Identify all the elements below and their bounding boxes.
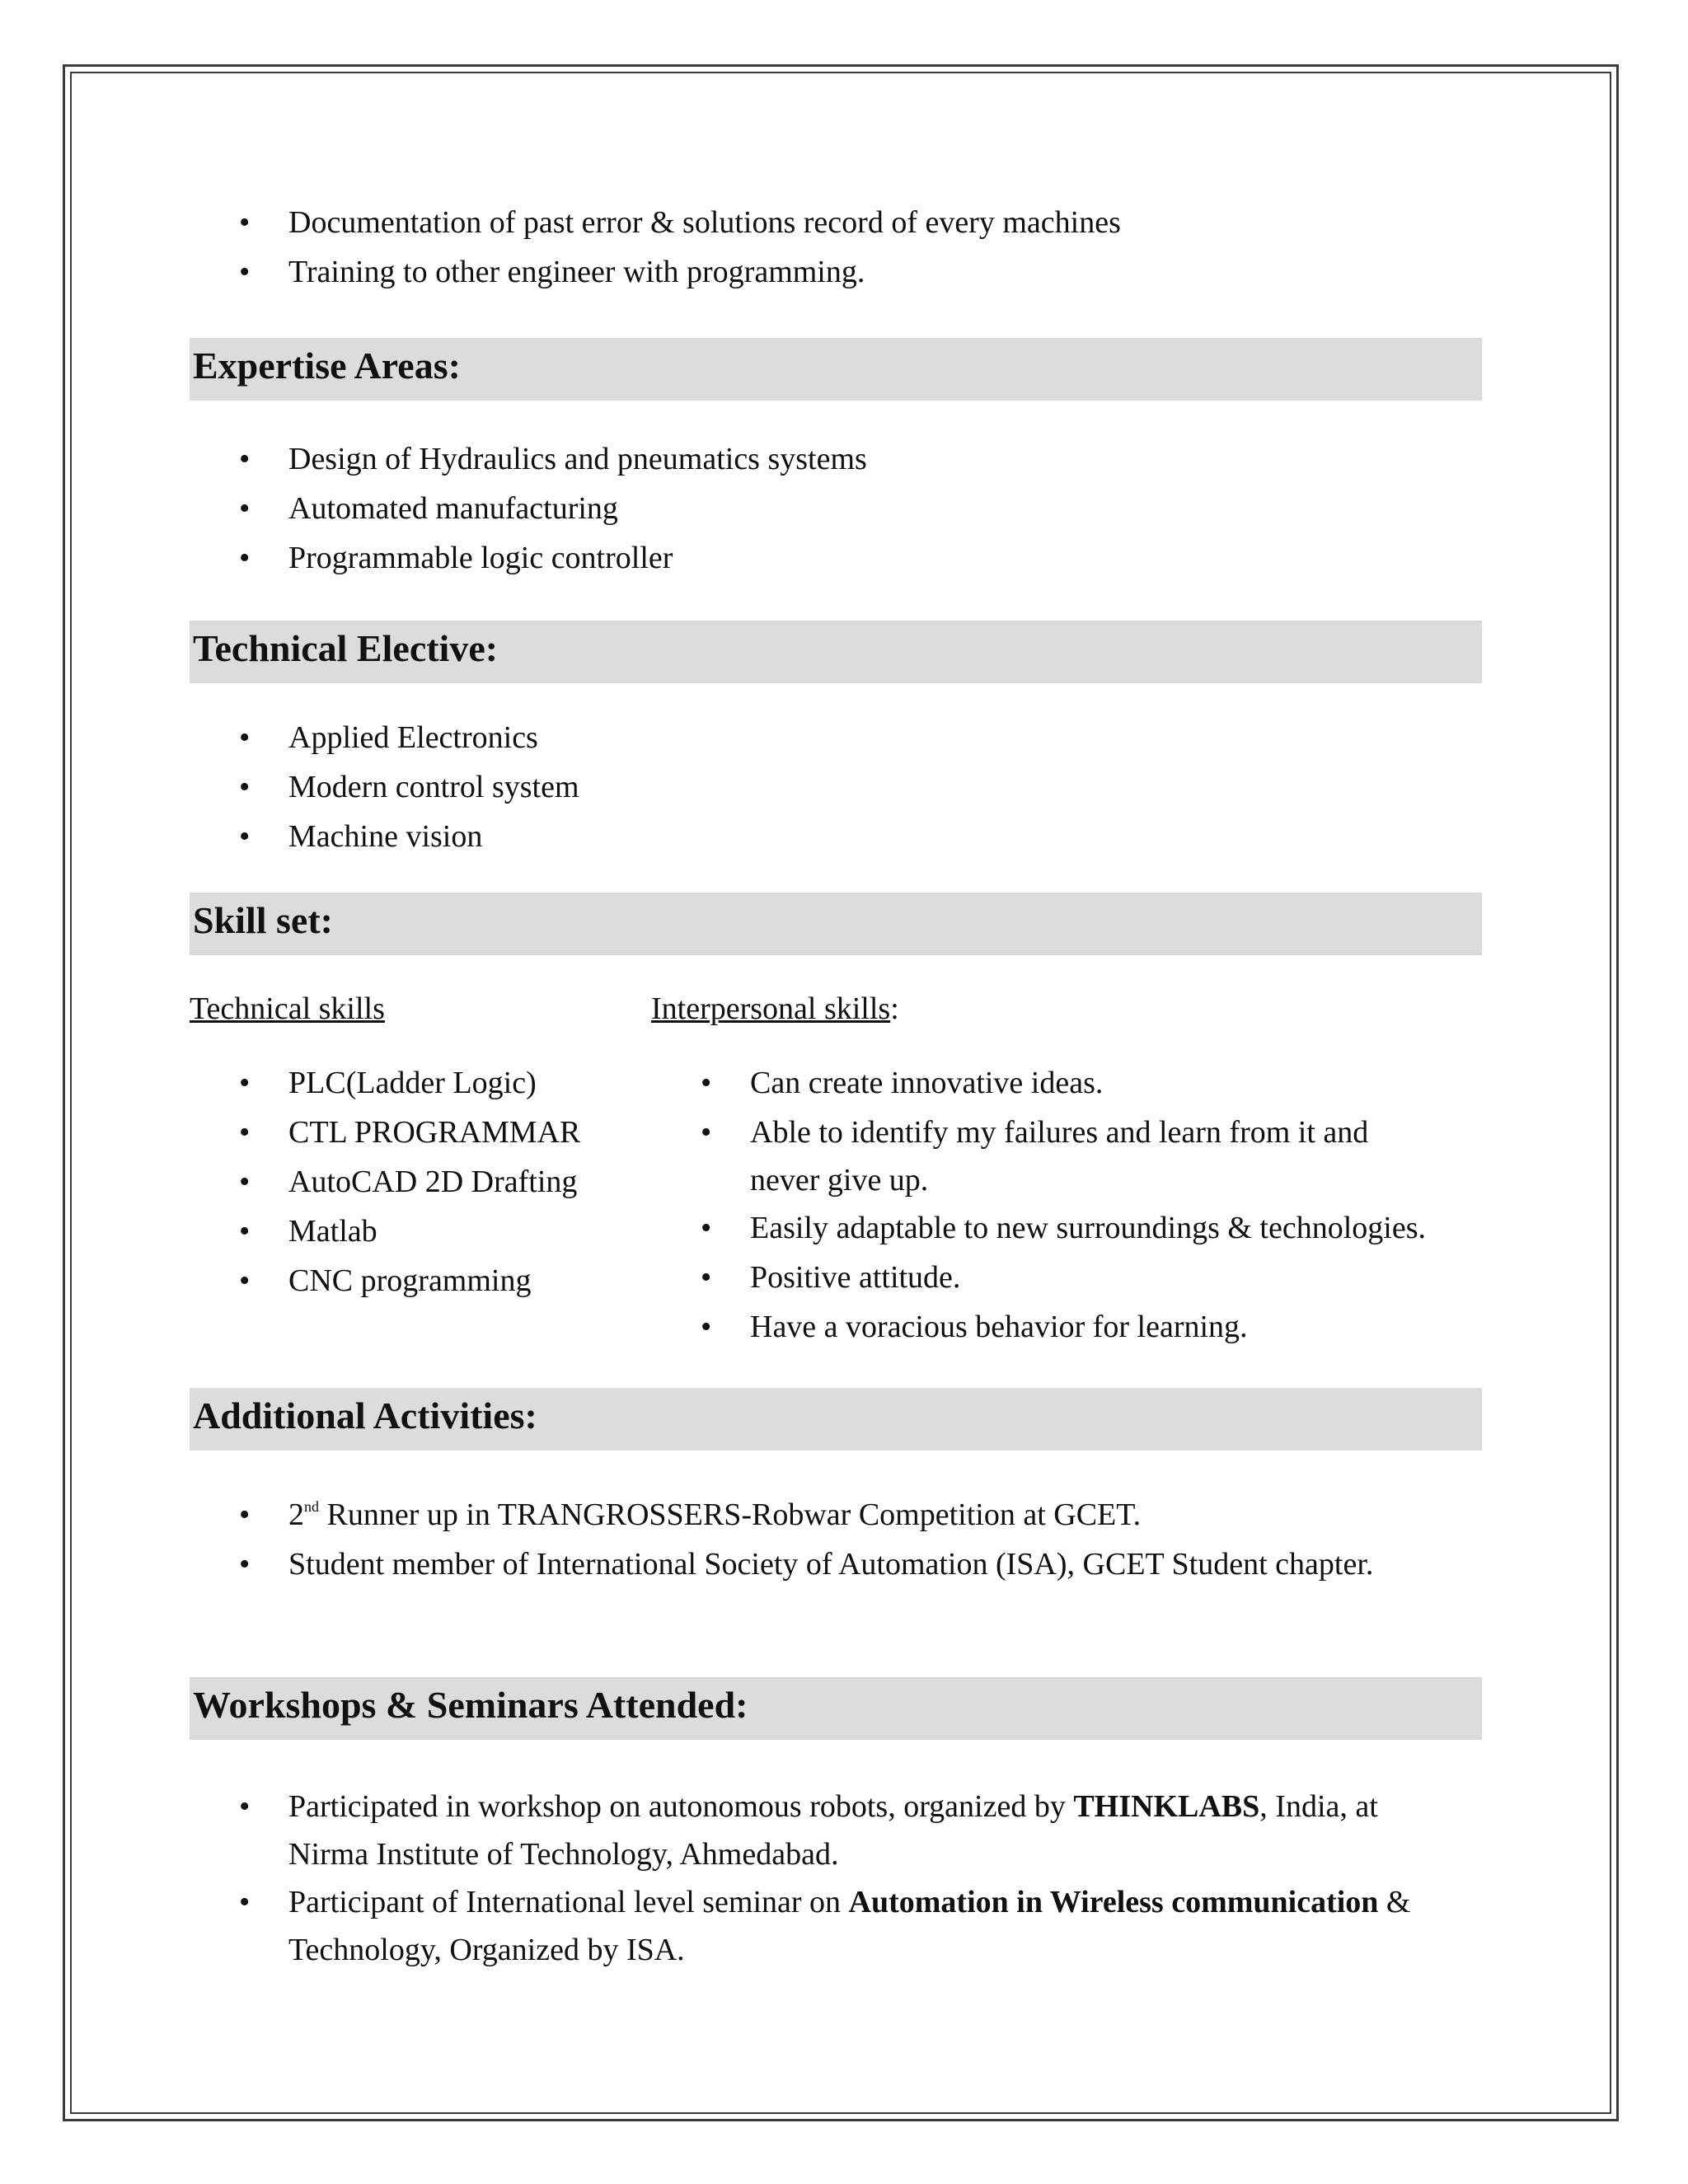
section-expertise — [190, 338, 1482, 401]
technical-skills-list — [190, 1058, 580, 1305]
expertise-list — [190, 434, 867, 583]
bullet-icon: • — [701, 1115, 712, 1150]
list-item: • Can create innovative ideas. — [651, 1058, 1426, 1108]
bullet-icon: • — [239, 770, 251, 804]
bullet-icon: • — [239, 442, 251, 476]
technical-elective-list — [190, 713, 579, 861]
list-item: • Programmable logic controller — [190, 533, 867, 583]
section-additional-activities — [190, 1388, 1482, 1451]
section-heading: Workshops & Seminars Attended: — [193, 1684, 748, 1726]
list-item: • 2nd Runner up in TRANGROSSERS-Robwar Competition at GCET. — [190, 1490, 1373, 1540]
section-heading: Technical Elective: — [193, 627, 499, 669]
list-item: • Modern control system — [190, 762, 579, 812]
technical-skills-label: Technical skills — [190, 991, 385, 1026]
list-item: • Machine vision — [190, 812, 579, 861]
bullet-icon: • — [239, 205, 251, 240]
bullet-icon: • — [701, 1211, 712, 1245]
list-item: • CNC programming — [190, 1256, 580, 1305]
section-heading: Expertise Areas: — [193, 344, 461, 387]
section-workshops-seminars — [190, 1677, 1482, 1740]
list-item: • PLC(Ladder Logic) — [190, 1058, 580, 1108]
bullet-icon: • — [239, 1789, 251, 1824]
responsibilities-list — [190, 198, 1121, 297]
list-item: • Participated in workshop on autonomous robots, organized by THINKLABS, India, at Nirma Institute of Technology, Ahmedabad. — [190, 1782, 1410, 1877]
bullet-icon: • — [701, 1066, 712, 1100]
bullet-icon: • — [239, 720, 251, 755]
workshops-list — [190, 1782, 1410, 1973]
additional-activities-list — [190, 1490, 1373, 1589]
list-item: • Able to identify my failures and learn from it and never give up. — [651, 1108, 1426, 1203]
bullet-icon: • — [239, 255, 251, 289]
list-item: • Applied Electronics — [190, 713, 579, 762]
list-item: • Matlab — [190, 1207, 580, 1256]
bullet-icon: • — [239, 1066, 251, 1100]
interpersonal-skills-label: Interpersonal skills: — [651, 991, 899, 1026]
section-skill-set — [190, 893, 1482, 955]
list-item: • Student member of International Society of Automation (ISA), GCET Student chapter. — [190, 1540, 1373, 1589]
bullet-icon: • — [239, 1115, 251, 1150]
bullet-icon: • — [701, 1310, 712, 1344]
list-item: • Easily adaptable to new surroundings & technologies. — [651, 1203, 1426, 1253]
list-item: • Have a voracious behavior for learning. — [651, 1302, 1426, 1352]
section-heading: Additional Activities: — [193, 1394, 537, 1436]
bullet-icon: • — [239, 541, 251, 575]
list-item: • Participant of International level seminar on Automation in Wireless communication & Technology, Organized by ISA. — [190, 1877, 1410, 1973]
bullet-icon: • — [239, 1547, 251, 1582]
bullet-icon: • — [239, 819, 251, 854]
bullet-icon: • — [239, 1497, 251, 1532]
section-technical-elective — [190, 621, 1482, 683]
list-item: • AutoCAD 2D Drafting — [190, 1157, 580, 1207]
list-item: • Positive attitude. — [651, 1253, 1426, 1302]
list-item: • Documentation of past error & solutions record of every machines — [190, 198, 1121, 247]
bullet-icon: • — [701, 1260, 712, 1295]
list-item: • Automated manufacturing — [190, 484, 867, 533]
interpersonal-skills-list — [651, 1058, 1426, 1352]
bullet-icon: • — [239, 1885, 251, 1919]
bullet-icon: • — [239, 1214, 251, 1249]
list-item: • Design of Hydraulics and pneumatics systems — [190, 434, 867, 484]
section-heading: Skill set: — [193, 899, 333, 941]
list-item: • Training to other engineer with programming. — [190, 247, 1121, 297]
bullet-icon: • — [239, 1165, 251, 1199]
bullet-icon: • — [239, 1263, 251, 1298]
bullet-icon: • — [239, 491, 251, 526]
list-item: • CTL PROGRAMMAR — [190, 1108, 580, 1157]
